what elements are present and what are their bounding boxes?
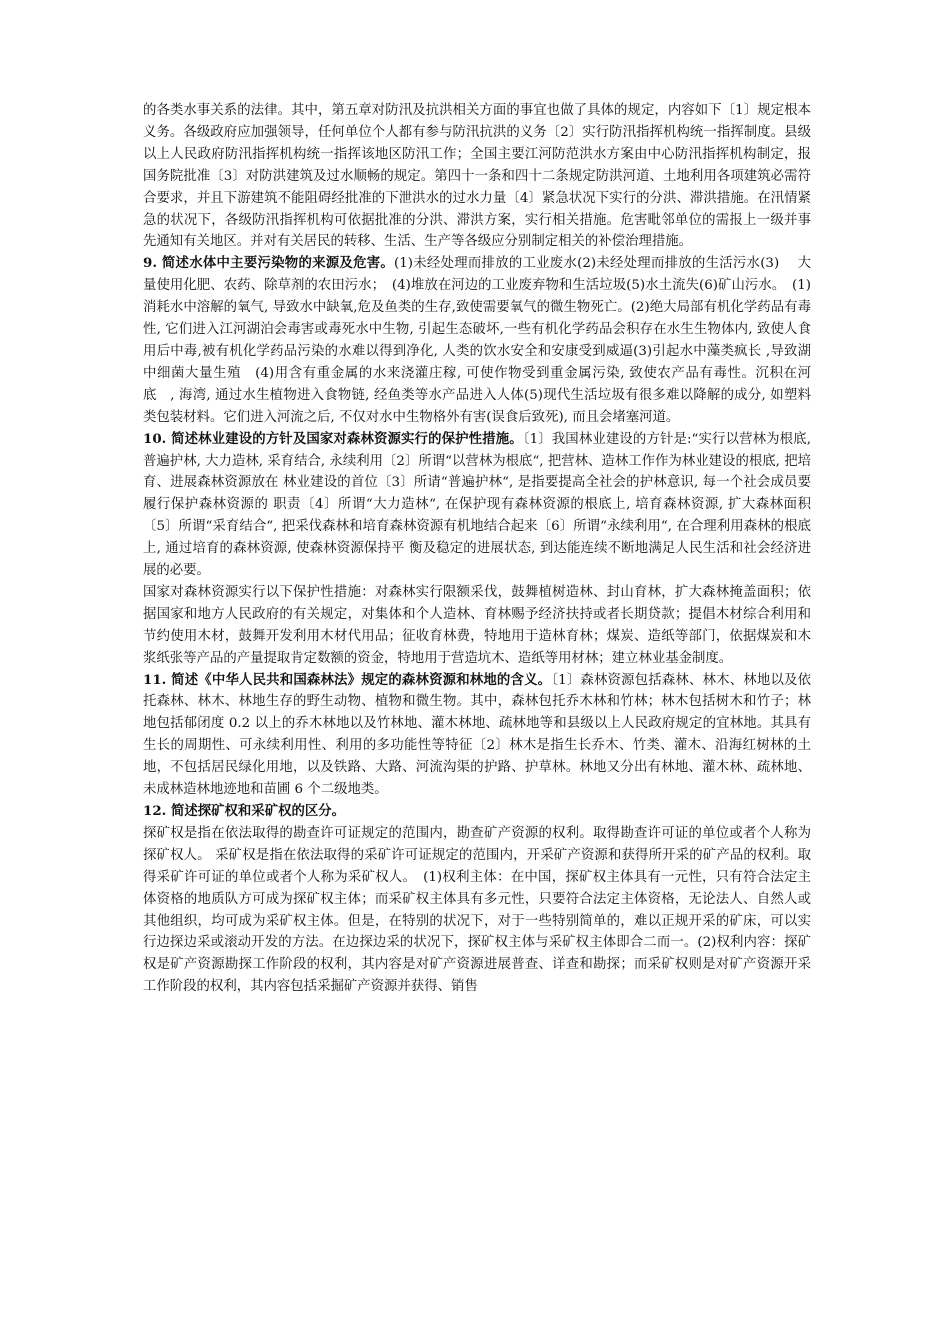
intro-paragraph [143, 100, 811, 253]
question-9 [143, 253, 811, 428]
question-10-body: 〔1〕我国林业建设的方针是:“实行以营林为根底, 普遍护林, 大力造林, 采育结合, 永续利用〔2〕所谓“以营林为根底“, 把营林、造林工作作为林业建设的根底, 把培育、进展森林资源放在 林业建设的首位〔3〕所请“普遍护林“, 是指要提高全社会的护林意识, 每一个社会成员要履行保护森林资源的 职责〔4〕所谓“大力造林“, 在保护现有森林资源的根底上, 培育森林资源, 扩大森林面积〔5〕所谓“采育结合“, 把采伐森林和培育森林资源有机地结合起来〔6〕所谓“永续利用“, 在合理利用森林的根底上, 通过培育的森林资源, 使森林资源保持平 衡及稳定的进展状态, 到达能连续不断地满足人民生活和社会经济进展的必要。 [143, 431, 811, 579]
question-11-title: 11. 简述《中华人民共和国森林法》规定的森林资源和林地的含义。 [143, 671, 552, 688]
intro-text: 的各类水事关系的法律。其中，第五章对防汛及抗洪相关方面的事宜也做了具体的规定，内容如下〔1〕规定根本义务。各级政府应加强领导，任何单位个人都有参与防汛抗洪的义务〔2〕实行防汛指挥机构统一指挥制度。县级以上人民政府防汛指挥机构统一指挥该地区防汛工作；全国主要江河防范洪水方案由中心防汛指挥机构制定，报国务院批准〔3〕对防洪建筑及过水顺畅的规定。第四十一条和四十二条规定防洪河道、土地利用各项建筑必需符合要求，并且下游建筑不能阻碍经批准的下泄洪水的过水力量〔4〕紧急状况下实行的分洪、滞洪措施。在汛情紧急的状况下，各级防汛指挥机构可依据批准的分洪、滞洪方案，实行相关措施。危害毗邻单位的需报上一级并事先通知有关地区。并对有关居民的转移、生活、生产等各级应分别制定相关的补偿治理措施。 [143, 103, 811, 250]
question-10-title: 10. 简述林业建设的方针及国家对森林资源实行的保护性措施。 [143, 430, 523, 447]
document-page [143, 100, 811, 998]
question-12-heading [143, 801, 811, 823]
question-10 [143, 429, 811, 582]
question-12 [143, 823, 811, 998]
question-9-title: 9. 简述水体中主要污染物的来源及危害。 [143, 255, 395, 272]
question-11 [143, 670, 811, 801]
question-12-body: 探矿权是指在依法取得的勘查许可证规定的范围内，勘查矿产资源的权利。取得勘查许可证的单位或者个人称为探矿权人。 采矿权是指在依法取得的采矿许可证规定的范围内，开采矿产资源和获得所开采的矿产品的权利。取得采矿许可证的单位或者个人称为采矿权人。 (1)权利主体：在中国，探矿权主体具有一元性，只有符合法定主体资格的地质队方可成为探矿权主体；而采矿权主体具有多元性，只要符合法定主体资格，无论法人、自然人或其他组织，均可成为采矿权主体。但是，在特别的状况下，对于一些特别简单的，难以正规开采的矿床，可以实行边探边采或滚动开发的方法。在边探边采的状况下，探矿权主体与采矿权主体即合二而一。(2)权利内容：探矿权是矿产资源勘探工作阶段的权利，其内容是对矿产资源进展普查、详查和勘探；而采矿权则是对矿产资源开采工作阶段的权利，其内容包括采掘矿产资源并获得、销售 [143, 825, 811, 995]
question-9-body: (1)未经处理而排放的工业废水(2)未经处理而排放的生活污水(3) 大量使用化肥、农药、除草剂的农田污水； (4)堆放在河边的工业废弃物和生活垃圾(5)水土流失(6)矿山污水。 (1)消耗水中溶解的氧气, 导致水中缺氧,危及鱼类的生存,致使需要氧气的微生物死亡。(2)绝大局部有机化学药品有毒性, 它们进入江河湖泊会毒害或毒死水中生物, 引起生态破坏,一些有机化学药品会积存在水生生物体内, 致使人食用后中毒,被有机化学药品污染的水难以得到净化, 人类的饮水安全和安康受到威逼(3)引起水中藻类疯长 ,导致湖中细菌大量生殖 (4)用含有重金属的水来浇灌庄稼, 可使作物受到重金属污染, 致使农产品有毒性。沉积在河底 , 海湾, 通过水生植物进入食物链, 经鱼类等水产品进入人体(5)现代生活垃圾有很多难以降解的成分, 如塑料类包装材料。它们进入河流之后, 不仅对水中生物格外有害(误食后致死), 而且会堵塞河道。 [143, 256, 811, 425]
question-10-measures-text: 国家对森林资源实行以下保护性措施：对森林实行限额采伐，鼓舞植树造林、封山育林，扩大森林掩盖面积；依据国家和地方人民政府的有关规定，对集体和个人造林、育林赐予经济扶持或者长期贷款；提倡木材综合利用和节约使用木材，鼓舞开发利用木材代用品；征收育林费，特地用于造林育林；煤炭、造纸等部门，依据煤炭和木浆纸张等产品的产量提取肯定数额的资金，特地用于营造坑木、造纸等用材林；建立林业基金制度。 [143, 584, 811, 666]
question-11-body: 〔1〕森林资源包括森林、林木、林地以及依托森林、林木、林地生存的野生动物、植物和微生物。其中，森林包托乔木林和竹林；林木包括树木和竹子；林地包括郁闭度 0.2 以上的乔木林地以及竹林地、灌木林地、疏林地等和县级以上人民政府规定的宜林地。其具有生长的周期性、可永续利用性、利用的多功能性等特征〔2〕林木是指生长乔木、竹类、灌木、沿海红树林的土地，不包括居民绿化用地，以及铁路、大路、河流沟渠的护路、护草林。林地又分出有林地、灌木林、疏林地、未成林造林地迹地和苗圃 6 个二级地类。 [143, 672, 811, 798]
question-12-title: 12. 简述探矿权和采矿权的区分。 [143, 803, 346, 819]
question-10-measures [143, 582, 811, 670]
